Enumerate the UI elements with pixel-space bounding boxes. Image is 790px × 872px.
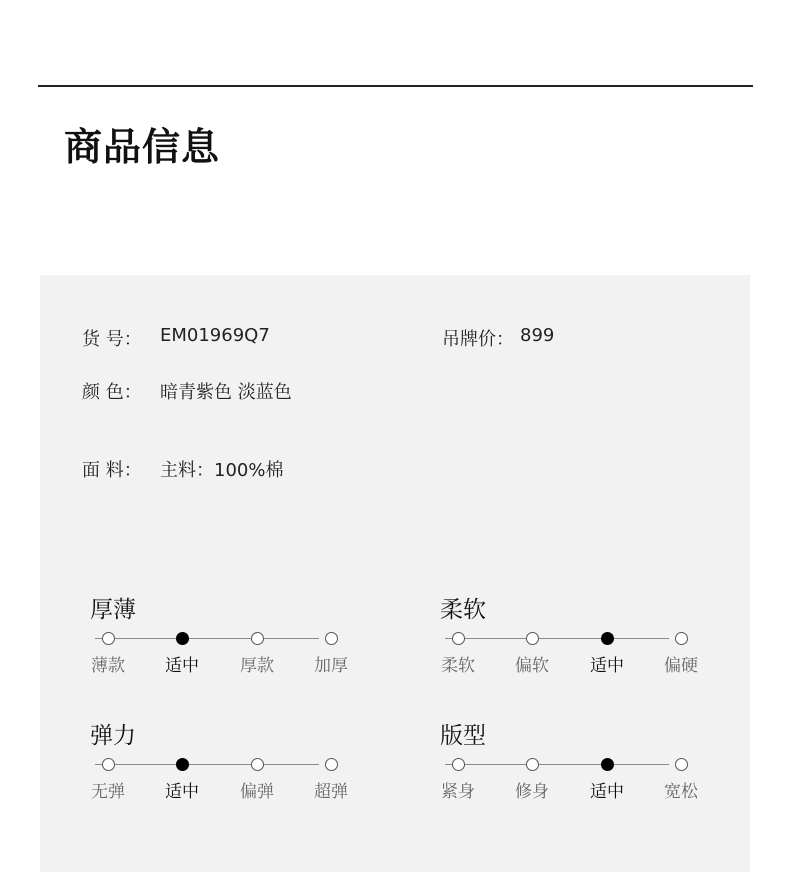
scale-dot bbox=[526, 758, 539, 771]
scale-option: 适中 bbox=[165, 782, 199, 802]
scale-option: 适中 bbox=[165, 656, 199, 676]
color-label: 颜 色： bbox=[82, 382, 142, 403]
thickness-scale bbox=[78, 629, 348, 689]
scale-dot bbox=[675, 632, 688, 645]
scale-dot bbox=[526, 632, 539, 645]
top-divider bbox=[38, 85, 753, 87]
scale-option: 超弹 bbox=[314, 782, 348, 802]
page-title: 商品信息 bbox=[64, 125, 221, 169]
scale-dot bbox=[452, 632, 465, 645]
scale-track bbox=[445, 764, 669, 765]
scale-track bbox=[445, 638, 669, 639]
tag-price-value: 899 bbox=[520, 325, 555, 346]
scale-option: 偏弹 bbox=[240, 782, 274, 802]
scale-dot bbox=[251, 632, 264, 645]
scale-option: 柔软 bbox=[441, 656, 475, 676]
scale-option: 无弹 bbox=[91, 782, 125, 802]
elasticity-scale bbox=[78, 755, 348, 815]
fabric-label: 面 料： bbox=[82, 460, 142, 481]
scale-option: 适中 bbox=[590, 656, 624, 676]
scale-dot bbox=[675, 758, 688, 771]
fit-scale bbox=[428, 755, 698, 815]
scale-dot bbox=[601, 758, 614, 771]
tag-price-label: 吊牌价： bbox=[442, 329, 514, 350]
scale-dot bbox=[452, 758, 465, 771]
scale-dot bbox=[176, 632, 189, 645]
scale-dot bbox=[251, 758, 264, 771]
scale-option: 偏软 bbox=[515, 656, 549, 676]
fit-title: 版型 bbox=[440, 723, 486, 749]
scale-track bbox=[95, 764, 319, 765]
scale-dot bbox=[325, 632, 338, 645]
fabric-value: 主料：100%棉 bbox=[160, 460, 284, 481]
scale-option: 厚款 bbox=[240, 656, 274, 676]
softness-title: 柔软 bbox=[440, 597, 486, 623]
scale-option: 加厚 bbox=[314, 656, 348, 676]
elasticity-title: 弹力 bbox=[90, 723, 136, 749]
scale-dot bbox=[102, 632, 115, 645]
scale-option: 宽松 bbox=[664, 782, 698, 802]
scale-option: 紧身 bbox=[441, 782, 475, 802]
scale-track bbox=[95, 638, 319, 639]
thickness-title: 厚薄 bbox=[90, 597, 136, 623]
scale-option: 薄款 bbox=[91, 656, 125, 676]
scale-option: 修身 bbox=[515, 782, 549, 802]
scale-dot bbox=[601, 632, 614, 645]
scale-option: 适中 bbox=[590, 782, 624, 802]
scale-dot bbox=[102, 758, 115, 771]
sku-label: 货 号： bbox=[82, 329, 142, 350]
sku-value: EM01969Q7 bbox=[160, 325, 270, 346]
scale-dot bbox=[325, 758, 338, 771]
color-value: 暗青紫色 淡蓝色 bbox=[160, 382, 292, 403]
softness-scale bbox=[428, 629, 698, 689]
product-info-panel bbox=[40, 275, 750, 872]
scale-dot bbox=[176, 758, 189, 771]
scale-option: 偏硬 bbox=[664, 656, 698, 676]
